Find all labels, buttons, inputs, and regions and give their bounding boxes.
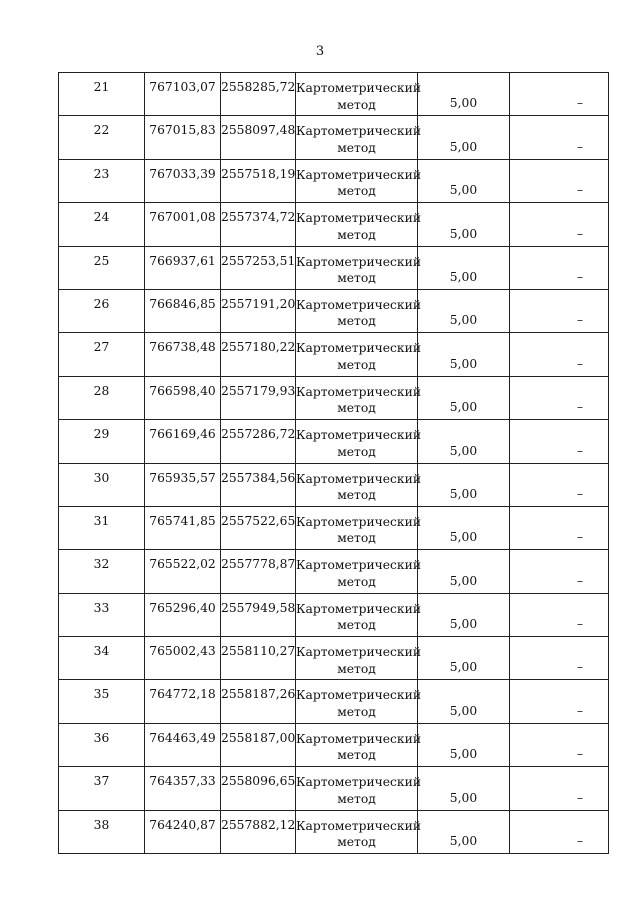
method-line-1: Картометрический <box>296 297 422 312</box>
accuracy-cell: 5,00 <box>418 73 510 116</box>
accuracy-cell: 5,00 <box>418 203 510 246</box>
coordinates-table <box>58 72 609 854</box>
table-row <box>59 506 609 549</box>
table-row <box>59 723 609 766</box>
y-coordinate-cell: 2558110,27 <box>221 637 296 680</box>
point-number-cell: 28 <box>59 376 145 419</box>
method-cell <box>296 593 422 636</box>
x-coordinate-cell: 764463,49 <box>145 723 221 766</box>
method-line-2: метод <box>337 227 376 242</box>
x-coordinate-cell: 767001,08 <box>145 203 221 246</box>
y-coordinate-cell: 2558187,00 <box>221 723 296 766</box>
method-line-1: Картометрический <box>296 601 422 616</box>
accuracy-cell: 5,00 <box>418 810 510 853</box>
table-row <box>59 637 609 680</box>
method-line-1: Картометрический <box>296 341 422 356</box>
point-number-cell: 38 <box>59 810 145 853</box>
x-coordinate-cell: 766937,61 <box>145 246 221 289</box>
note-cell: – <box>510 246 609 289</box>
note-cell: – <box>510 680 609 723</box>
x-coordinate-cell: 766738,48 <box>145 333 221 376</box>
note-cell: – <box>510 810 609 853</box>
method-line-1: Картометрический <box>296 81 422 95</box>
y-coordinate-cell: 2558096,65 <box>221 767 296 810</box>
method-cell <box>296 810 422 853</box>
x-coordinate-cell: 766598,40 <box>145 376 221 419</box>
method-line-1: Картометрический <box>296 645 422 660</box>
point-number-cell: 36 <box>59 723 145 766</box>
accuracy-cell: 5,00 <box>418 333 510 376</box>
point-number-cell: 30 <box>59 463 145 506</box>
note-cell: – <box>510 116 609 159</box>
y-coordinate-cell: 2557949,58 <box>221 593 296 636</box>
method-cell <box>296 723 422 766</box>
note-cell: – <box>510 767 609 810</box>
table-row <box>59 333 609 376</box>
y-coordinate-cell: 2557253,51 <box>221 246 296 289</box>
method-line-1: Картометрический <box>296 254 422 269</box>
x-coordinate-cell: 765296,40 <box>145 593 221 636</box>
table-row <box>59 376 609 419</box>
accuracy-cell: 5,00 <box>418 506 510 549</box>
method-cell <box>296 116 422 159</box>
x-coordinate-cell: 765935,57 <box>145 463 221 506</box>
method-cell <box>296 680 422 723</box>
table-row <box>59 767 609 810</box>
table-row <box>59 420 609 463</box>
method-line-2: метод <box>337 444 376 459</box>
point-number-cell: 34 <box>59 637 145 680</box>
method-line-1: Картометрический <box>296 167 422 182</box>
note-cell: – <box>510 723 609 766</box>
method-line-1: Картометрический <box>296 211 422 226</box>
method-cell <box>296 767 422 810</box>
point-number-cell: 35 <box>59 680 145 723</box>
method-line-1: Картометрический <box>296 471 422 486</box>
accuracy-cell: 5,00 <box>418 420 510 463</box>
y-coordinate-cell: 2557180,22 <box>221 333 296 376</box>
method-cell <box>296 506 422 549</box>
table-row <box>59 810 609 853</box>
y-coordinate-cell: 2557191,20 <box>221 289 296 332</box>
method-line-2: метод <box>337 531 376 546</box>
accuracy-cell: 5,00 <box>418 246 510 289</box>
y-coordinate-cell: 2557518,19 <box>221 159 296 202</box>
x-coordinate-cell: 767033,39 <box>145 159 221 202</box>
method-cell <box>296 550 422 593</box>
table-row <box>59 463 609 506</box>
method-line-1: Картометрический <box>296 124 422 139</box>
table-row <box>59 246 609 289</box>
x-coordinate-cell: 765522,02 <box>145 550 221 593</box>
method-cell <box>296 159 422 202</box>
method-cell <box>296 463 422 506</box>
accuracy-cell: 5,00 <box>418 680 510 723</box>
method-line-2: метод <box>337 618 376 633</box>
y-coordinate-cell: 2557384,56 <box>221 463 296 506</box>
point-number-cell: 27 <box>59 333 145 376</box>
point-number-cell: 25 <box>59 246 145 289</box>
method-line-1: Картометрический <box>296 384 422 399</box>
accuracy-cell: 5,00 <box>418 637 510 680</box>
x-coordinate-cell: 764772,18 <box>145 680 221 723</box>
method-line-2: метод <box>337 401 376 416</box>
table-row <box>59 159 609 202</box>
note-cell: – <box>510 637 609 680</box>
table-row <box>59 116 609 159</box>
point-number-cell: 24 <box>59 203 145 246</box>
y-coordinate-cell: 2557882,12 <box>221 810 296 853</box>
method-cell <box>296 333 422 376</box>
accuracy-cell: 5,00 <box>418 289 510 332</box>
accuracy-cell: 5,00 <box>418 550 510 593</box>
x-coordinate-cell: 764240,87 <box>145 810 221 853</box>
method-line-1: Картометрический <box>296 775 422 790</box>
method-line-1: Картометрический <box>296 688 422 703</box>
note-cell: – <box>510 376 609 419</box>
y-coordinate-cell: 2557522,65 <box>221 506 296 549</box>
table-row <box>59 203 609 246</box>
accuracy-cell: 5,00 <box>418 767 510 810</box>
method-line-2: метод <box>337 661 376 676</box>
table-row <box>59 73 609 116</box>
point-number-cell: 26 <box>59 289 145 332</box>
y-coordinate-cell: 2557778,87 <box>221 550 296 593</box>
point-number-cell: 37 <box>59 767 145 810</box>
table-body <box>59 73 609 854</box>
accuracy-cell: 5,00 <box>418 593 510 636</box>
method-line-1: Картометрический <box>296 558 422 573</box>
method-line-1: Картометрический <box>296 818 422 833</box>
method-line-2: метод <box>337 357 376 372</box>
point-number-cell: 22 <box>59 116 145 159</box>
method-cell <box>296 73 422 116</box>
method-cell <box>296 637 422 680</box>
note-cell: – <box>510 463 609 506</box>
method-cell <box>296 376 422 419</box>
method-line-2: метод <box>337 314 376 329</box>
method-cell <box>296 420 422 463</box>
table-row <box>59 680 609 723</box>
method-line-1: Картометрический <box>296 428 422 443</box>
point-number-cell: 29 <box>59 420 145 463</box>
point-number-cell: 31 <box>59 506 145 549</box>
point-number-cell: 21 <box>59 73 145 116</box>
x-coordinate-cell: 767103,07 <box>145 73 221 116</box>
x-coordinate-cell: 766846,85 <box>145 289 221 332</box>
method-line-2: метод <box>337 97 376 112</box>
y-coordinate-cell: 2557374,72 <box>221 203 296 246</box>
note-cell: – <box>510 420 609 463</box>
method-line-2: метод <box>337 271 376 286</box>
method-line-2: метод <box>337 748 376 763</box>
x-coordinate-cell: 767015,83 <box>145 116 221 159</box>
method-line-1: Картометрический <box>296 731 422 746</box>
accuracy-cell: 5,00 <box>418 116 510 159</box>
method-line-2: метод <box>337 574 376 589</box>
point-number-cell: 33 <box>59 593 145 636</box>
accuracy-cell: 5,00 <box>418 376 510 419</box>
page-number: 3 <box>315 44 325 59</box>
method-cell <box>296 203 422 246</box>
note-cell: – <box>510 203 609 246</box>
table-row <box>59 289 609 332</box>
note-cell: – <box>510 333 609 376</box>
method-line-2: метод <box>337 835 376 850</box>
y-coordinate-cell: 2558285,72 <box>221 73 296 116</box>
x-coordinate-cell: 765002,43 <box>145 637 221 680</box>
accuracy-cell: 5,00 <box>418 159 510 202</box>
accuracy-cell: 5,00 <box>418 463 510 506</box>
point-number-cell: 32 <box>59 550 145 593</box>
x-coordinate-cell: 766169,46 <box>145 420 221 463</box>
method-line-2: метод <box>337 704 376 719</box>
point-number-cell: 23 <box>59 159 145 202</box>
note-cell: – <box>510 550 609 593</box>
method-cell <box>296 289 422 332</box>
table-row <box>59 550 609 593</box>
y-coordinate-cell: 2558097,48 <box>221 116 296 159</box>
accuracy-cell: 5,00 <box>418 723 510 766</box>
note-cell: – <box>510 289 609 332</box>
method-line-2: метод <box>337 184 376 199</box>
y-coordinate-cell: 2558187,26 <box>221 680 296 723</box>
note-cell: – <box>510 593 609 636</box>
method-cell <box>296 246 422 289</box>
y-coordinate-cell: 2557286,72 <box>221 420 296 463</box>
note-cell: – <box>510 159 609 202</box>
table-row <box>59 593 609 636</box>
method-line-2: метод <box>337 488 376 503</box>
x-coordinate-cell: 764357,33 <box>145 767 221 810</box>
note-cell: – <box>510 506 609 549</box>
method-line-1: Картометрический <box>296 514 422 529</box>
method-line-2: метод <box>337 791 376 806</box>
method-line-2: метод <box>337 140 376 155</box>
y-coordinate-cell: 2557179,93 <box>221 376 296 419</box>
note-cell: – <box>510 73 609 116</box>
x-coordinate-cell: 765741,85 <box>145 506 221 549</box>
